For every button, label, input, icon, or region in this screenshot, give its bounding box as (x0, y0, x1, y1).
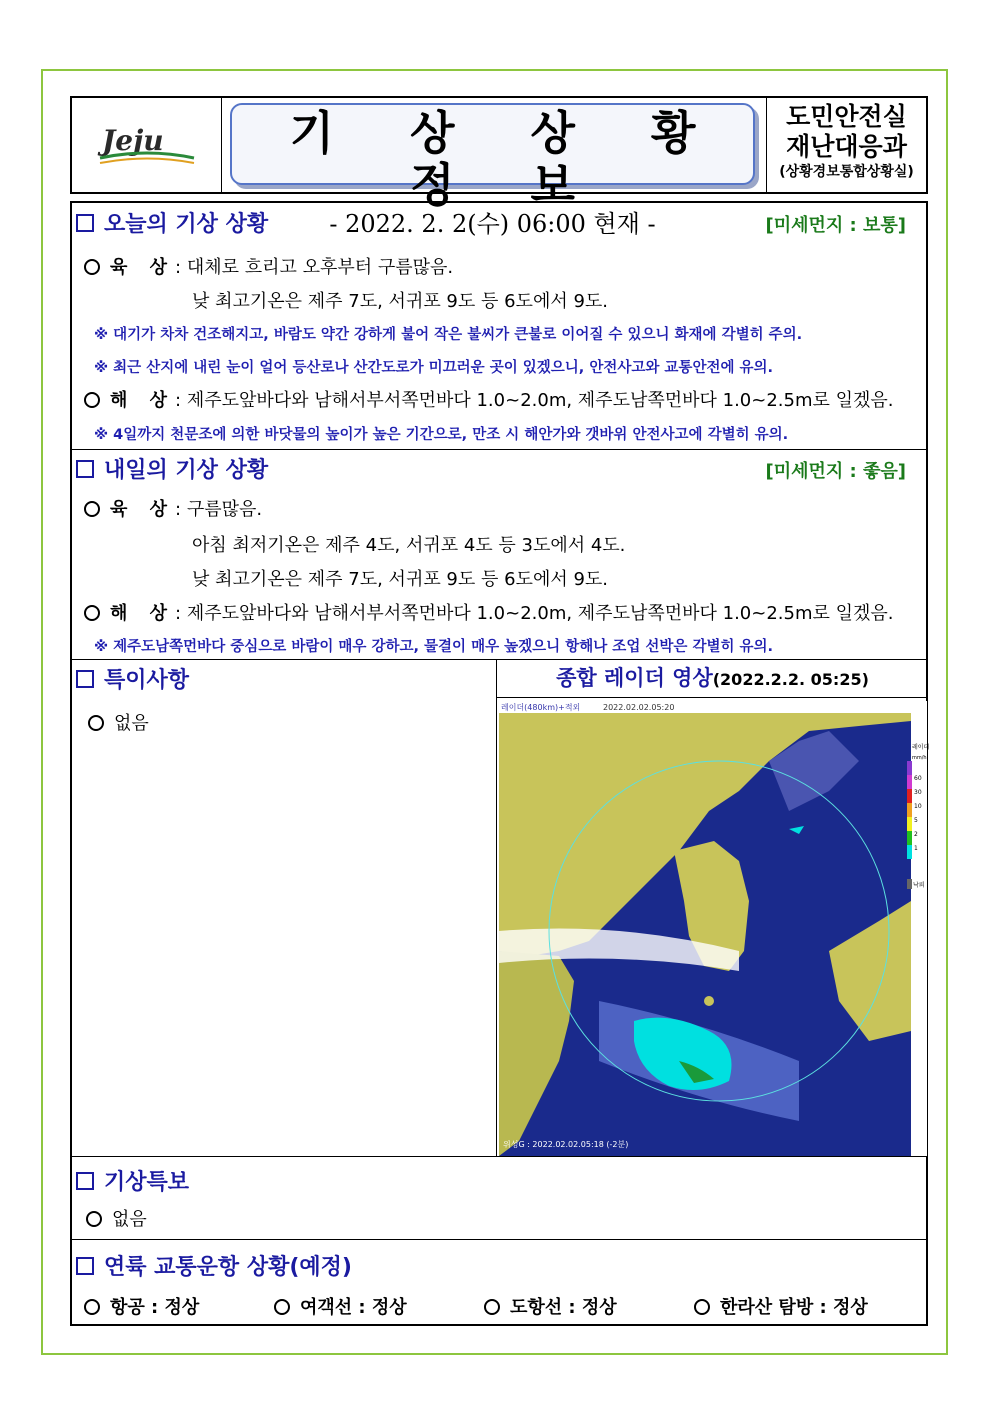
checkbox-icon (76, 214, 94, 232)
page-title: 기 상 상 황 정 보 (289, 106, 726, 212)
circle-icon (274, 1299, 290, 1315)
tomorrow-sea (84, 599, 893, 625)
tomorrow-heading (76, 453, 268, 484)
radar-image (499, 701, 930, 1156)
alerts-item-text: 없음 (112, 1209, 147, 1230)
circle-icon (84, 1299, 100, 1315)
alerts-heading (76, 1165, 189, 1196)
tomorrow-dust: [미세먼지 : 좋음] (765, 461, 906, 482)
legend-value: 5 (914, 817, 918, 824)
dept-line-3: (상황경보통합상황실) (779, 164, 914, 180)
transport-island (484, 1293, 617, 1319)
divider (72, 1239, 926, 1240)
dept-line-1: 도민안전실 (786, 102, 907, 131)
today-warning-3: ※ 4일까지 천문조에 의한 바닷물의 높이가 높은 기간으로, 만조 시 해안가와 갯바위 안전사고에 각별히 유의. (94, 427, 789, 443)
legend-value: 60 (914, 775, 922, 782)
checkbox-icon (76, 670, 94, 688)
today-sea (84, 386, 893, 412)
today-dust: [미세먼지 : 보통] (765, 215, 906, 236)
legend-lightning: 낙뢰 (913, 882, 925, 889)
circle-icon (694, 1299, 710, 1315)
alerts-title: 기상특보 (104, 1170, 190, 1195)
transport-ferry (274, 1293, 407, 1319)
circle-icon (484, 1299, 500, 1315)
special-item (88, 709, 149, 735)
jeju-logo (72, 98, 222, 192)
today-sea-text: : 제주도앞바다와 남해서부서쪽먼바다 1.0~2.0m, 제주도남쪽먼바다 1.0~2.5m로 일겠음. (175, 390, 894, 411)
transport-heading (76, 1250, 352, 1281)
tomorrow-land-max: 낮 최고기온은 제주 7도, 서귀포 9도 등 6도에서 9도. (192, 569, 609, 590)
today-warning-2: ※ 최근 산지에 내린 눈이 얼어 등산로나 산간도로가 미끄러운 곳이 있겠으니, 안전사고와 교통안전에 유의. (94, 360, 774, 376)
jeju-logo-icon (92, 120, 202, 170)
legend-value: 2 (914, 831, 918, 838)
today-land (84, 253, 453, 279)
tomorrow-sea-label: 해 상 (110, 603, 176, 624)
transport-hallasan-text: 한라산 탐방 : 정상 (720, 1297, 868, 1318)
checkbox-icon (76, 460, 94, 478)
tomorrow-sea-text: : 제주도앞바다와 남해서부서쪽먼바다 1.0~2.0m, 제주도남쪽먼바다 1.0~2.5m로 일겠음. (175, 603, 894, 624)
circle-icon (84, 501, 100, 517)
department (766, 98, 926, 192)
circle-icon (86, 1211, 102, 1227)
transport-air-text: 항공 : 정상 (110, 1297, 200, 1318)
today-land-label: 육 상 (110, 257, 176, 278)
alerts-item (86, 1205, 147, 1231)
tomorrow-land-min: 아침 최저기온은 제주 4도, 서귀포 4도 등 3도에서 4도. (192, 535, 626, 556)
radar-footer: 위성G : 2022.02.02.05:18 (-2분) (503, 1140, 629, 1149)
legend-value: 10 (914, 803, 922, 810)
special-heading (76, 663, 189, 694)
transport-title: 연륙 교통운항 상황(예정) (104, 1255, 352, 1280)
radar-panel (496, 659, 928, 1156)
title-cell (222, 98, 766, 238)
dept-line-2: 재난대응과 (786, 132, 907, 161)
radar-img-time: 2022.02.02.05:20 (603, 703, 675, 712)
tomorrow-land-label: 육 상 (110, 499, 176, 520)
today-land-text: : 대체로 흐리고 오후부터 구름많음. (175, 257, 454, 278)
circle-icon (88, 715, 104, 731)
tomorrow-title: 내일의 기상 상황 (104, 458, 269, 483)
special-title: 특이사항 (104, 668, 190, 693)
alerts-section (72, 1161, 926, 1230)
legend-value: 1 (914, 845, 918, 852)
today-land-temp: 낮 최고기온은 제주 7도, 서귀포 9도 등 6도에서 9도. (192, 291, 609, 312)
circle-icon (84, 605, 100, 621)
transport-air (84, 1293, 199, 1319)
checkbox-icon (76, 1257, 94, 1275)
circle-icon (84, 392, 100, 408)
transport-ferry-text: 여객선 : 정상 (300, 1297, 407, 1318)
legend-title: 레이더 (912, 744, 930, 751)
transport-section (72, 1246, 926, 1278)
main-content (70, 201, 928, 1326)
today-warning-1: ※ 대기가 차차 건조해지고, 바람도 약간 강하게 불어 작은 불씨가 큰불로 이어질 수 있으니 화재에 각별히 주의. (94, 327, 803, 343)
divider (72, 1156, 926, 1157)
radar-heading (497, 659, 928, 698)
legend-unit: mm/h (912, 755, 927, 761)
today-sea-label: 해 상 (110, 390, 176, 411)
title-box (230, 103, 755, 238)
checkbox-icon (76, 1172, 94, 1190)
transport-hallasan (694, 1293, 868, 1319)
tomorrow-land (84, 495, 262, 521)
radar-title: 종합 레이더 영상 (556, 666, 713, 690)
today-heading (76, 207, 268, 238)
tomorrow-land-text: : 구름많음. (175, 499, 263, 520)
today-title: 오늘의 기상 상황 (104, 212, 269, 237)
tomorrow-section (72, 449, 926, 655)
radar-time: (2022.2.2. 05:25) (712, 670, 869, 689)
today-section (72, 203, 926, 443)
logo-text: Jeju (101, 124, 164, 157)
transport-island-text: 도항선 : 정상 (510, 1297, 617, 1318)
special-item-text: 없음 (114, 713, 149, 734)
radar-caption: 레이더(480km)+적외 (501, 703, 581, 712)
report-date: - 2022. 2. 2(수) 06:00 현재 - (329, 210, 656, 238)
legend-value: 30 (914, 789, 922, 796)
tomorrow-warning-1: ※ 제주도남쪽먼바다 중심으로 바람이 매우 강하고, 물결이 매우 높겠으니 항해나 조업 선박은 각별히 유의. (94, 639, 774, 655)
circle-icon (84, 259, 100, 275)
